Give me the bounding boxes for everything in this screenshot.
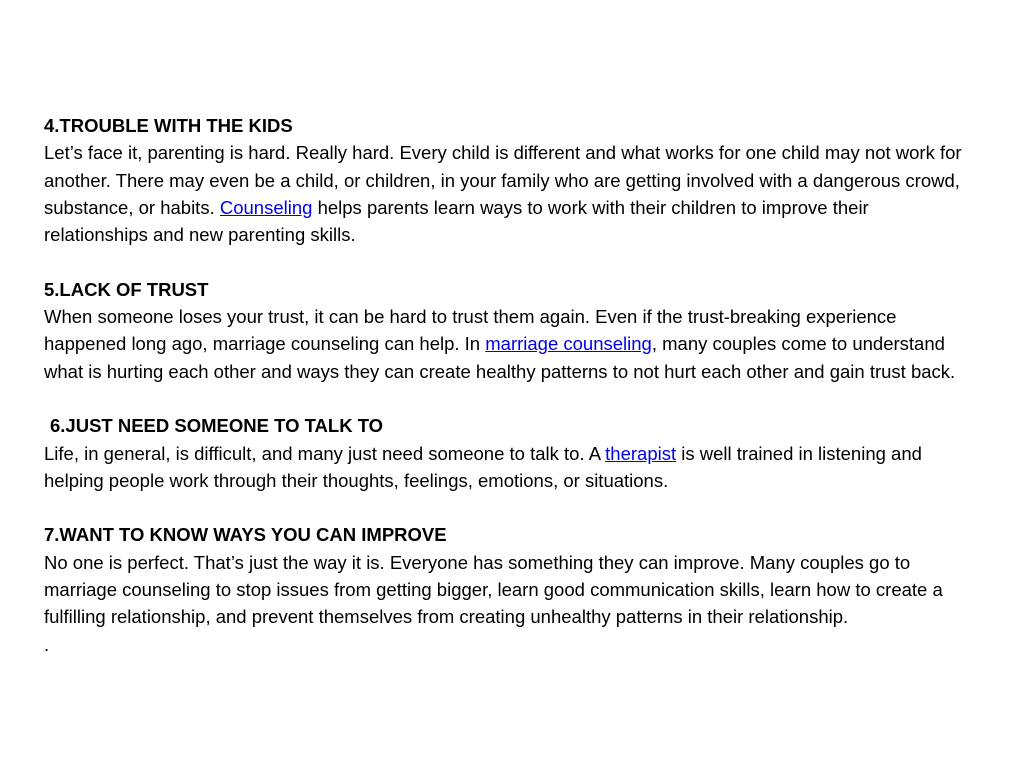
body-text: is well trained in listening and helping people work through their thoughts, feelings, emotions, or situations. xyxy=(44,442,922,491)
section-heading: 4.TROUBLE WITH THE KIDS xyxy=(44,115,293,136)
section-heading: 7.WANT TO KNOW WAYS YOU CAN IMPROVE xyxy=(44,524,447,546)
body-text: Life, in general, is difficult, and many just need someone to talk to. A xyxy=(44,442,606,464)
section-body xyxy=(44,443,922,491)
body-text: , many couples come to understand what is hurting each other and ways they can create healthy patterns to not hurt each other and gain trust back. xyxy=(44,333,956,382)
section-ways-to-improve xyxy=(44,521,964,630)
trailing-mark: . xyxy=(44,633,50,655)
section-someone-to-talk-to xyxy=(44,412,964,494)
body-text: When someone loses your trust, it can be hard to trust them again. Even if the trust-breaking experience happened long ago, marriage counseling can help. In xyxy=(44,306,897,355)
section-lack-of-trust xyxy=(44,276,964,385)
section-body xyxy=(44,306,955,382)
body-text: Let’s face it, parenting is hard. Really hard. Every child is different and what works for one child may not work for another. There may even be a child, or children, in your family who are getting involved with a dangerous crowd, substance, or habits. xyxy=(44,142,962,218)
body-text: helps parents learn ways to work with their children to improve their relationships and new parenting skills. xyxy=(44,196,869,246)
section-body: No one is perfect. That’s just the way it is. Everyone has something they can improve. Many couples go to marriage counseling to stop issues from getting bigger, learn good communication skills, learn how to create a fulfilling relationship, and prevent themselves from creating unhealthy patterns in their relationship. xyxy=(44,551,943,628)
marriage-counseling-link[interactable]: marriage counseling xyxy=(485,333,652,355)
slide-content xyxy=(44,112,964,658)
section-heading: 6.JUST NEED SOMEONE TO TALK TO xyxy=(50,415,384,437)
section-trouble-with-kids xyxy=(44,112,964,248)
section-body xyxy=(44,142,962,245)
section-heading: 5.LACK OF TRUST xyxy=(44,278,209,300)
counseling-link[interactable]: Counseling xyxy=(219,196,313,218)
therapist-link[interactable]: therapist xyxy=(605,442,677,464)
